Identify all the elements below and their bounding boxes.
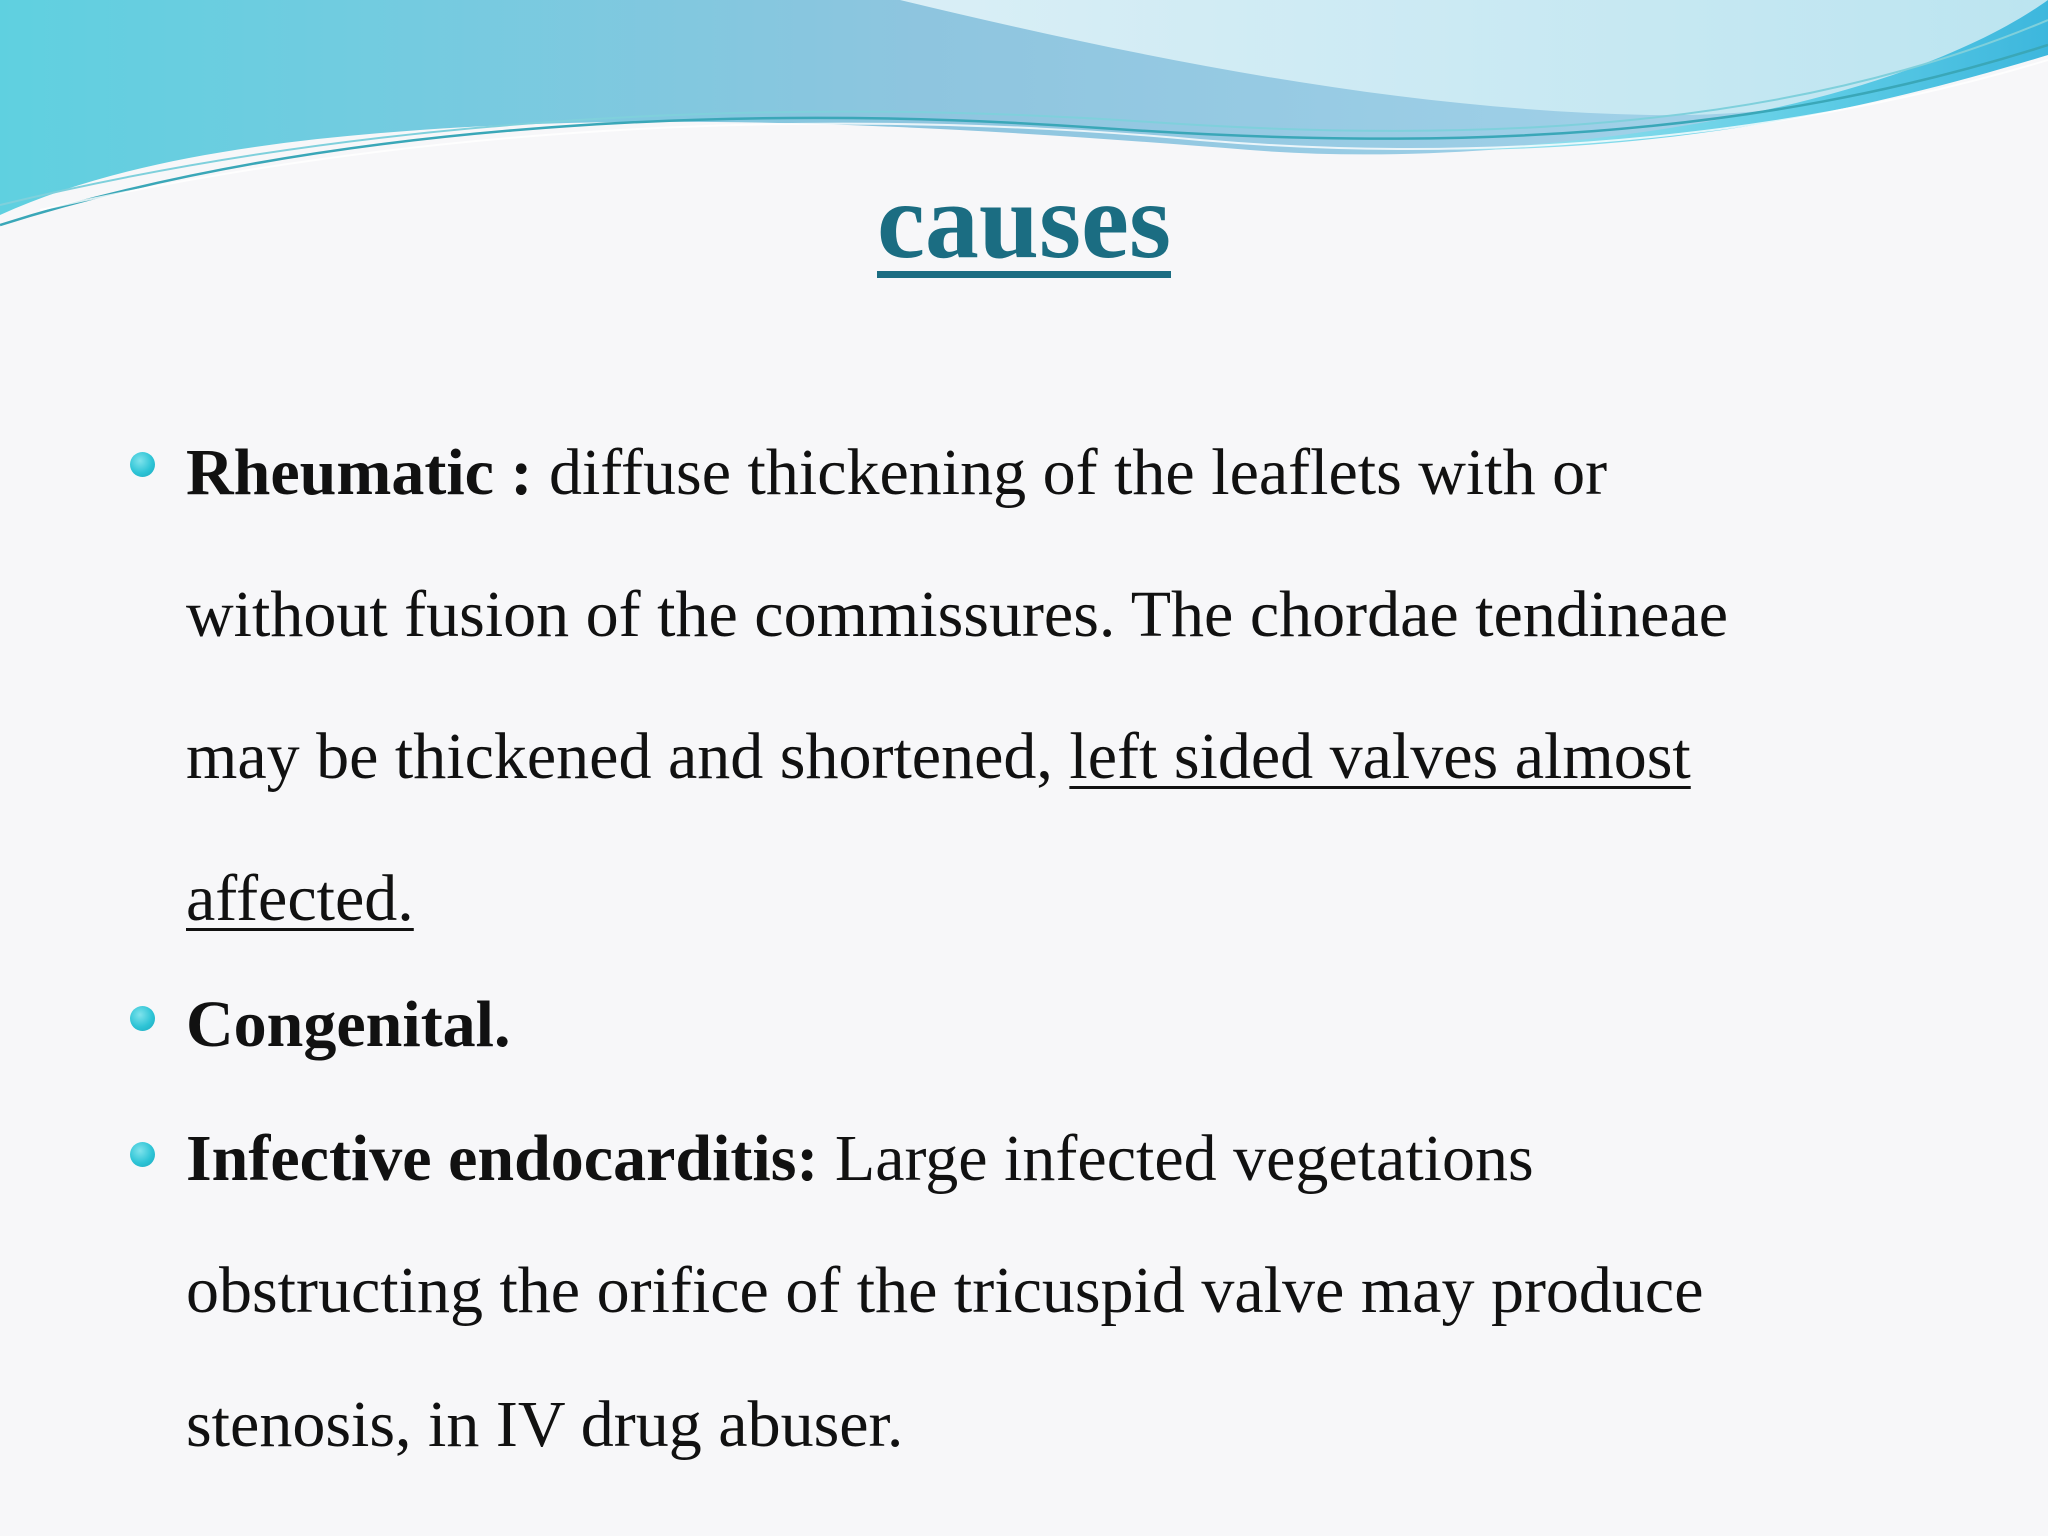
underlined-text: affected. xyxy=(186,862,414,935)
bullet-line xyxy=(186,436,1608,509)
circle-bullet-icon xyxy=(130,452,155,477)
bullet-line: stenosis, in IV drug abuser. xyxy=(186,1388,904,1461)
bullet-line: obstructing the orifice of the tricuspid valve may produce xyxy=(186,1254,1704,1327)
slide-title: causes xyxy=(877,162,1171,281)
bullet-text: may be thickened and shortened, xyxy=(186,720,1070,793)
bullet-line xyxy=(186,720,1691,793)
bullet-line xyxy=(186,862,414,935)
bullet-line xyxy=(186,988,511,1061)
bullet-term: Infective endocarditis: xyxy=(186,1122,819,1195)
bullet-text: Large infected vegetations xyxy=(818,1122,1534,1195)
bullet-text: diffuse thickening of the leaflets with or xyxy=(532,436,1608,509)
underlined-text: left sided valves almost xyxy=(1069,720,1691,793)
circle-bullet-icon xyxy=(130,1142,155,1167)
circle-bullet-icon xyxy=(130,1006,155,1031)
bullet-line: without fusion of the commissures. The chordae tendineae xyxy=(186,578,1729,651)
bullet-line xyxy=(186,1122,1534,1195)
bullet-term: Rheumatic : xyxy=(186,436,533,509)
bullet-term: Congenital. xyxy=(186,988,511,1061)
